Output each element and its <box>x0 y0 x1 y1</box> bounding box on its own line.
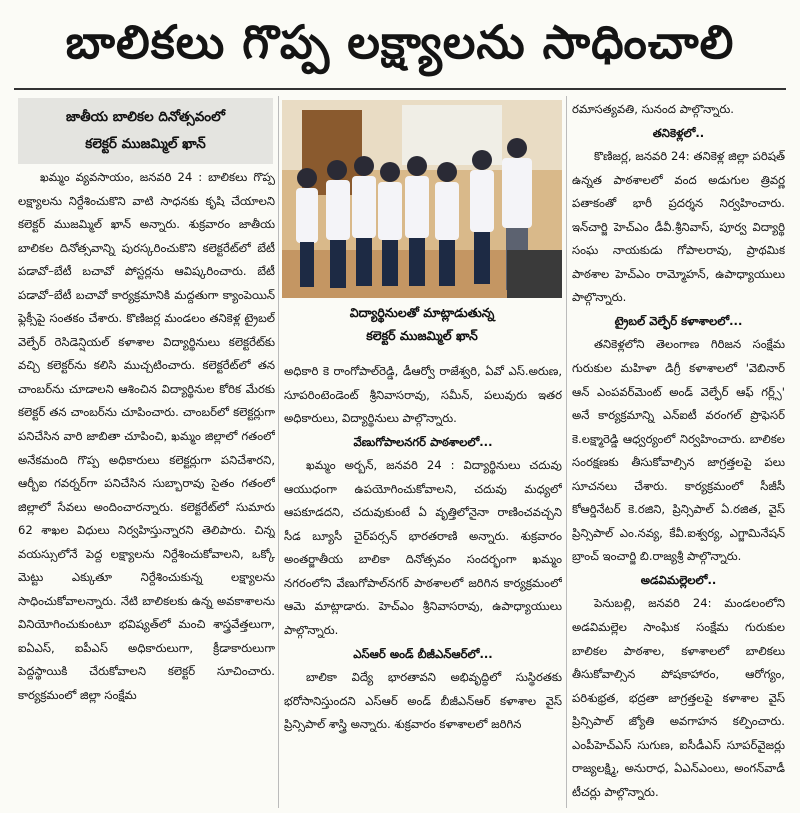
section-subhead: ఎస్ఆర్ అండ్ బీజీఎన్ఆర్‌లో... <box>353 646 493 661</box>
subtitle-line-2: కలెక్టర్ ముజమ్మిల్ ఖాన్ <box>85 136 206 152</box>
headline-rule <box>14 88 786 90</box>
article-paragraph: రమాసత్యవతి, సునంద పాల్గొన్నారు. <box>572 102 734 116</box>
column-divider <box>278 96 279 808</box>
article-paragraph: ఖమ్మం అర్బన్, జనవరి 24 : విద్యార్థినులు చదువు ఆయుధంగా ఉపయోగించుకోవాలని, చదువు మధ్యలో ఆపకూడదని, చదువుకుంటే ఏ వృత్తిలోనైనా రాణించవచ్చని సీడ బ్యూసీ చైర్‌పర్సన్ భారతరాణి అన్నారు. శుక్రవారం అంతర్జాతీయ బాలికా దినోత్సవం సందర్భంగా ఖమ్మం నగరంలోని వేణుగోపాల్‌నగర్ పాఠశాలలో జరిగిన కార్యక్రమంలో ఆమె మాట్లాడారు. హెచ్ఎం శ్రీనివాసరావు, ఉపాధ్యాయులు పాల్గొన్నారు. <box>284 458 562 638</box>
photo-illustration <box>282 100 562 298</box>
section-subhead: వేణుగోపాలనగర్ పాఠశాలలో... <box>353 434 493 449</box>
section-subhead: ట్రైబల్ వెల్ఫేర్ కళాశాలలో... <box>614 313 743 328</box>
column-divider <box>566 96 567 808</box>
article-paragraph: తనికెళ్లలోని తెలంగాణ గిరిజన సంక్షేమ గురుకుల మహిళా డిగ్రీ కళాశాలలో 'వెబినార్ ఆన్ ఎంపవర్‌మెంట్ అండ్ వెల్ఫేర్ ఆఫ్ గర్ల్స్' అనే కార్యక్రమాన్ని ఎన్ఐటీ వరంగల్ ప్రొఫెసర్ కె.లక్ష్మారెడ్డి ఆధ్వర్యంలో నిర్వహించారు. బాలికల సంరక్షణకు తీసుకోవాల్సిన జాగ్రత్తలపై పలు సూచనలు చేశారు. కార్యక్రమంలో సీజీసీ కోఆర్డినేటర్ కె.రజిని, ప్రిన్సిపాల్ ఏ.రజిత, వైస్ ప్రిన్సిపాల్ ఎం.నవ్య, కేవీ.ఐశ్వర్య, ఎగ్జామినేషన్ బ్రాంచ్ ఇంచార్జి బి.రాజ్యశ్రీ పాల్గొన్నారు. <box>572 337 785 564</box>
section-subhead: తనికెళ్లలో.. <box>652 125 705 140</box>
column-3 <box>572 98 785 804</box>
headline: బాలికలు గొప్ప లక్ష్యాలను సాధించాలి <box>65 15 735 69</box>
article-paragraph: కొణిజర్ల, జనవరి 24: తనికెళ్ల జిల్లా పరిషత్ ఉన్నత పాఠశాలలో వంద అడుగుల త్రివర్ణ పతాకంతో భారీ ప్రదర్శన నిర్వహించారు. ఇన్‌చార్జి హెచ్ఎం డీవీ.శ్రీనివాస్, పూర్వ విద్యార్థి సంఘ నాయకుడు గోపాలరావు, ప్రాథమిక పాఠశాల హెచ్ఎం రామ్మోహన్, ఉపాధ్యాయులు పాల్గొన్నారు. <box>572 149 785 305</box>
column-1 <box>18 166 275 804</box>
news-photo <box>282 100 562 298</box>
column-2 <box>284 360 562 805</box>
article-paragraph: పెనుబల్లి, జనవరి 24: మండలంలోని అడవిమల్లెల సాంఘిక సంక్షేమ గురుకుల బాలికల పాఠశాల, కళాశాలలో బాలికలు తీసుకోవాల్సిన పోషకాహారం, ఆరోగ్యం, పరిశుభ్రత, భద్రతా జాగ్రత్తలపై కళాశాల వైస్ ప్రిన్సిపాల్ జ్యోతి అవగాహన కల్పించారు. ఎంపీహెచ్ఎస్ సుగుణ, ఐసీడీఎస్ సూపర్‌వైజర్లు రాజ్యలక్ష్మి, అనురాధ, ఏఎన్ఎంలు, అంగన్‌వాడీ టీచర్లు పాల్గొన్నారు. <box>572 596 785 799</box>
caption-line-2: కలెక్టర్ ముజమ్మిల్ ఖాన్ <box>366 328 478 343</box>
section-subhead: అడవిమల్లెలలో.. <box>640 572 717 587</box>
photo-caption <box>282 301 562 349</box>
subtitle-box <box>18 98 273 164</box>
subtitle-line-1: జాతీయ బాలికల దినోత్సవంలో <box>65 109 226 125</box>
article-paragraph: అధికారి కె రాంగోపాల్‌రెడ్డి, డీఆర్వో రాజేశ్వరి, ఏవో ఎస్.అరుణ, సూపరింటెండెంట్ శ్రీనివాసరావు, సమీన్, పలువురు ఇతర అధికారులు, విద్యార్థినులు పాల్గొన్నారు. <box>284 364 562 426</box>
article-paragraph: ఖమ్మం వ్యవసాయం, జనవరి 24 : బాలికలు గొప్ప లక్ష్యాలను నిర్దేశించుకొని వాటి సాధనకు కృషి చేయాలని కలెక్టర్ ముజమ్మిల్ ఖాన్ అన్నారు. శుక్రవారం జాతీయ బాలికల దినోత్సవాన్ని పురస్కరించుకొని కలెక్టరేట్‌లో బేటీ పడావో–బేటీ బచావో పోస్టర్లను ఆవిష్కరించారు. బేటీ పడావో–బేటీ బచావో కార్యక్రమానికి మద్దతుగా క్యాంపెయిన్ ఫ్లెక్సీపై సంతకం చేశారు. కొణిజర్ల మండలం తనికెళ్ల ట్రైబల్ వెల్ఫేర్ రెసిడెన్షియల్ కళాశాల విద్యార్థినులు కలెక్టరేట్‌కు వచ్చి కలెక్టర్‌ను కలిసి ముచ్చటించారు. కలెక్టరేట్‌లో తన చాంబర్‌ను చూడాలని ఆశించిన విద్యార్థినుల కోరిక మేరకు కలెక్టర్ తన చాంబర్‌ను చూపించారు. చాంబర్‌లో కలెక్టర్లుగా పనిచేసిన వారి జాబితా చూపించి, ఖమ్మం జిల్లాలో గతంలో అనేకమంది గొప్ప అధికారులు కలెక్టర్లుగా పనిచేశారని, ఆర్బీఐ గవర్నర్‌గా పనిచేసిన సుబ్బారావు సైతం గతంలో జిల్లాలో సేవలు అందించారన్నారు. కలెక్టరేట్‌లో సుమారు 62 శాఖల విధులు నిర్వహిస్తున్నారని తెలిపారు. చిన్న వయస్సులోనే పెద్ద లక్ష్యాలను నిర్దేశించుకోవాలని, ఒక్కో మెట్టు ఎక్కుతూ నిర్దేశించుకున్న లక్ష్యాలను సాధించుకోవాలన్నారు. నేటి బాలికలకు ఉన్న అవకాశాలను వినియోగించుకుంటూ భవిష్యత్‌లో మంచి శాస్త్రవేత్తలుగా, ఐఏఎస్, ఐపీఎస్ అధికారులుగా, క్రీడాకారులుగా పెద్దస్థాయికి చేరుకోవాలని కలెక్టర్ సూచించారు. కార్యక్రమంలో జిల్లా సంక్షేమ <box>18 170 275 703</box>
caption-line-1: విద్యార్థినులతో మాట్లాడుతున్న <box>349 305 495 320</box>
article-paragraph: బాలికా విద్యే భారతావని అభివృద్ధిలో సుస్థిరతకు భరోసానిస్తుందని ఎస్ఆర్ అండ్ బీజీఎన్ఆర్ కళాశాల వైస్ ప్రిన్సిపాల్ శాస్త్రి అన్నారు. శుక్రవారం కళాశాలలో జరిగిన <box>284 670 562 732</box>
